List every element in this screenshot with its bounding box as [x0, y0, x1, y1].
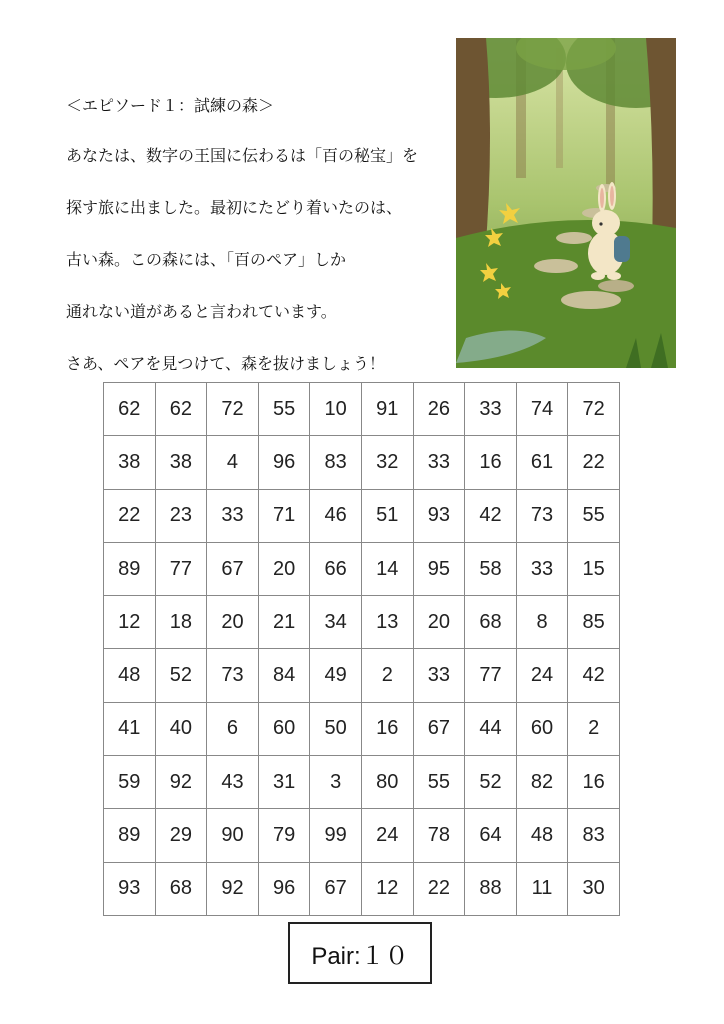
- grid-row: [104, 756, 620, 809]
- grid-cell[interactable]: 41: [104, 702, 156, 755]
- grid-cell[interactable]: 55: [258, 383, 310, 436]
- story-line: 古い森。この森には、「百のペア」しか: [66, 250, 347, 269]
- grid-cell[interactable]: 90: [207, 809, 259, 862]
- grid-row: [104, 489, 620, 542]
- grid-cell[interactable]: 8: [516, 596, 568, 649]
- grid-cell[interactable]: 93: [104, 862, 156, 915]
- story-line: 探す旅に出ました。最初にたどり着いたのは、: [66, 198, 403, 217]
- grid-cell[interactable]: 32: [361, 436, 413, 489]
- grid-cell[interactable]: 33: [413, 649, 465, 702]
- grid-cell[interactable]: 74: [516, 383, 568, 436]
- grid-cell[interactable]: 24: [516, 649, 568, 702]
- grid-cell[interactable]: 58: [465, 542, 517, 595]
- grid-cell[interactable]: 46: [310, 489, 362, 542]
- grid-row: [104, 809, 620, 862]
- grid-cell[interactable]: 21: [258, 596, 310, 649]
- grid-cell[interactable]: 60: [516, 702, 568, 755]
- grid-cell[interactable]: 96: [258, 436, 310, 489]
- grid-cell[interactable]: 83: [568, 809, 620, 862]
- grid-cell[interactable]: 68: [155, 862, 207, 915]
- grid-cell[interactable]: 92: [155, 756, 207, 809]
- grid-cell[interactable]: 79: [258, 809, 310, 862]
- grid-cell[interactable]: 16: [465, 436, 517, 489]
- story-line: さあ、ペアを見つけて、森を抜けましょう！: [66, 354, 386, 373]
- grid-cell[interactable]: 42: [568, 649, 620, 702]
- grid-cell[interactable]: 4: [207, 436, 259, 489]
- grid-cell[interactable]: 12: [104, 596, 156, 649]
- grid-cell[interactable]: 89: [104, 809, 156, 862]
- grid-cell[interactable]: 88: [465, 862, 517, 915]
- grid-row: [104, 383, 620, 436]
- grid-cell[interactable]: 51: [361, 489, 413, 542]
- grid-row: [104, 436, 620, 489]
- grid-cell[interactable]: 72: [568, 383, 620, 436]
- grid-cell[interactable]: 33: [465, 383, 517, 436]
- grid-cell[interactable]: 30: [568, 862, 620, 915]
- grid-cell[interactable]: 33: [207, 489, 259, 542]
- grid-row: [104, 862, 620, 915]
- grid-cell[interactable]: 60: [258, 702, 310, 755]
- grid-row: [104, 702, 620, 755]
- grid-cell[interactable]: 10: [310, 383, 362, 436]
- grid-cell[interactable]: 48: [516, 809, 568, 862]
- grid-row: [104, 596, 620, 649]
- grid-cell[interactable]: 99: [310, 809, 362, 862]
- grid-cell[interactable]: 26: [413, 383, 465, 436]
- grid-cell[interactable]: 67: [207, 542, 259, 595]
- grid-cell[interactable]: 12: [361, 862, 413, 915]
- grid-cell[interactable]: 61: [516, 436, 568, 489]
- grid-cell[interactable]: 77: [155, 542, 207, 595]
- grid-cell[interactable]: 6: [207, 702, 259, 755]
- grid-cell[interactable]: 20: [207, 596, 259, 649]
- grid-cell[interactable]: 83: [310, 436, 362, 489]
- story-line: あなたは、数字の王国に伝わるは「百の秘宝」を: [66, 146, 419, 165]
- grid-cell[interactable]: 24: [361, 809, 413, 862]
- grid-cell[interactable]: 22: [568, 436, 620, 489]
- grid-cell[interactable]: 29: [155, 809, 207, 862]
- grid-cell[interactable]: 43: [207, 756, 259, 809]
- grid-cell[interactable]: 52: [465, 756, 517, 809]
- grid-cell[interactable]: 85: [568, 596, 620, 649]
- story-title: ＜エピソード１：試練の森＞: [66, 96, 275, 115]
- grid-cell[interactable]: 40: [155, 702, 207, 755]
- story-text: [66, 92, 446, 402]
- grid-cell[interactable]: 50: [310, 702, 362, 755]
- grid-cell[interactable]: 67: [310, 862, 362, 915]
- grid-cell[interactable]: 72: [207, 383, 259, 436]
- grid-cell[interactable]: 34: [310, 596, 362, 649]
- grid-cell[interactable]: 64: [465, 809, 517, 862]
- grid-cell[interactable]: 38: [104, 436, 156, 489]
- pair-target-box: Pair:１０: [288, 922, 432, 984]
- grid-cell[interactable]: 48: [104, 649, 156, 702]
- grid-cell[interactable]: 77: [465, 649, 517, 702]
- grid-cell[interactable]: 20: [413, 596, 465, 649]
- story-line: 通れない道があると言われています。: [66, 302, 337, 321]
- grid-cell[interactable]: 55: [568, 489, 620, 542]
- grid-cell[interactable]: 13: [361, 596, 413, 649]
- grid-cell[interactable]: 11: [516, 862, 568, 915]
- grid-cell[interactable]: 3: [310, 756, 362, 809]
- grid-cell[interactable]: 84: [258, 649, 310, 702]
- grid-cell[interactable]: 42: [465, 489, 517, 542]
- grid-row: [104, 542, 620, 595]
- grid-cell[interactable]: 78: [413, 809, 465, 862]
- grid-cell[interactable]: 22: [413, 862, 465, 915]
- grid-cell[interactable]: 67: [413, 702, 465, 755]
- grid-cell[interactable]: 66: [310, 542, 362, 595]
- grid-row: [104, 649, 620, 702]
- number-grid: [103, 382, 620, 916]
- grid-cell[interactable]: 2: [568, 702, 620, 755]
- grid-cell[interactable]: 59: [104, 756, 156, 809]
- grid-cell[interactable]: 33: [516, 542, 568, 595]
- grid-cell[interactable]: 33: [413, 436, 465, 489]
- grid-cell[interactable]: 44: [465, 702, 517, 755]
- grid-cell[interactable]: 91: [361, 383, 413, 436]
- grid-cell[interactable]: 14: [361, 542, 413, 595]
- grid-cell[interactable]: 92: [207, 862, 259, 915]
- grid-cell[interactable]: 55: [413, 756, 465, 809]
- grid-cell[interactable]: 52: [155, 649, 207, 702]
- grid-cell[interactable]: 73: [516, 489, 568, 542]
- grid-cell[interactable]: 16: [568, 756, 620, 809]
- grid-cell[interactable]: 20: [258, 542, 310, 595]
- grid-cell[interactable]: 15: [568, 542, 620, 595]
- grid-cell[interactable]: 31: [258, 756, 310, 809]
- grid-cell[interactable]: 2: [361, 649, 413, 702]
- grid-cell[interactable]: 96: [258, 862, 310, 915]
- grid-cell[interactable]: 23: [155, 489, 207, 542]
- grid-cell[interactable]: 68: [465, 596, 517, 649]
- grid-cell[interactable]: 95: [413, 542, 465, 595]
- grid-cell[interactable]: 38: [155, 436, 207, 489]
- grid-cell[interactable]: 16: [361, 702, 413, 755]
- grid-cell[interactable]: 89: [104, 542, 156, 595]
- forest-rabbit-illustration: [456, 38, 676, 368]
- grid-cell[interactable]: 62: [104, 383, 156, 436]
- grid-cell[interactable]: 73: [207, 649, 259, 702]
- grid-cell[interactable]: 62: [155, 383, 207, 436]
- grid-cell[interactable]: 93: [413, 489, 465, 542]
- grid-cell[interactable]: 49: [310, 649, 362, 702]
- grid-cell[interactable]: 22: [104, 489, 156, 542]
- grid-cell[interactable]: 71: [258, 489, 310, 542]
- grid-cell[interactable]: 18: [155, 596, 207, 649]
- grid-cell[interactable]: 80: [361, 756, 413, 809]
- grid-cell[interactable]: 82: [516, 756, 568, 809]
